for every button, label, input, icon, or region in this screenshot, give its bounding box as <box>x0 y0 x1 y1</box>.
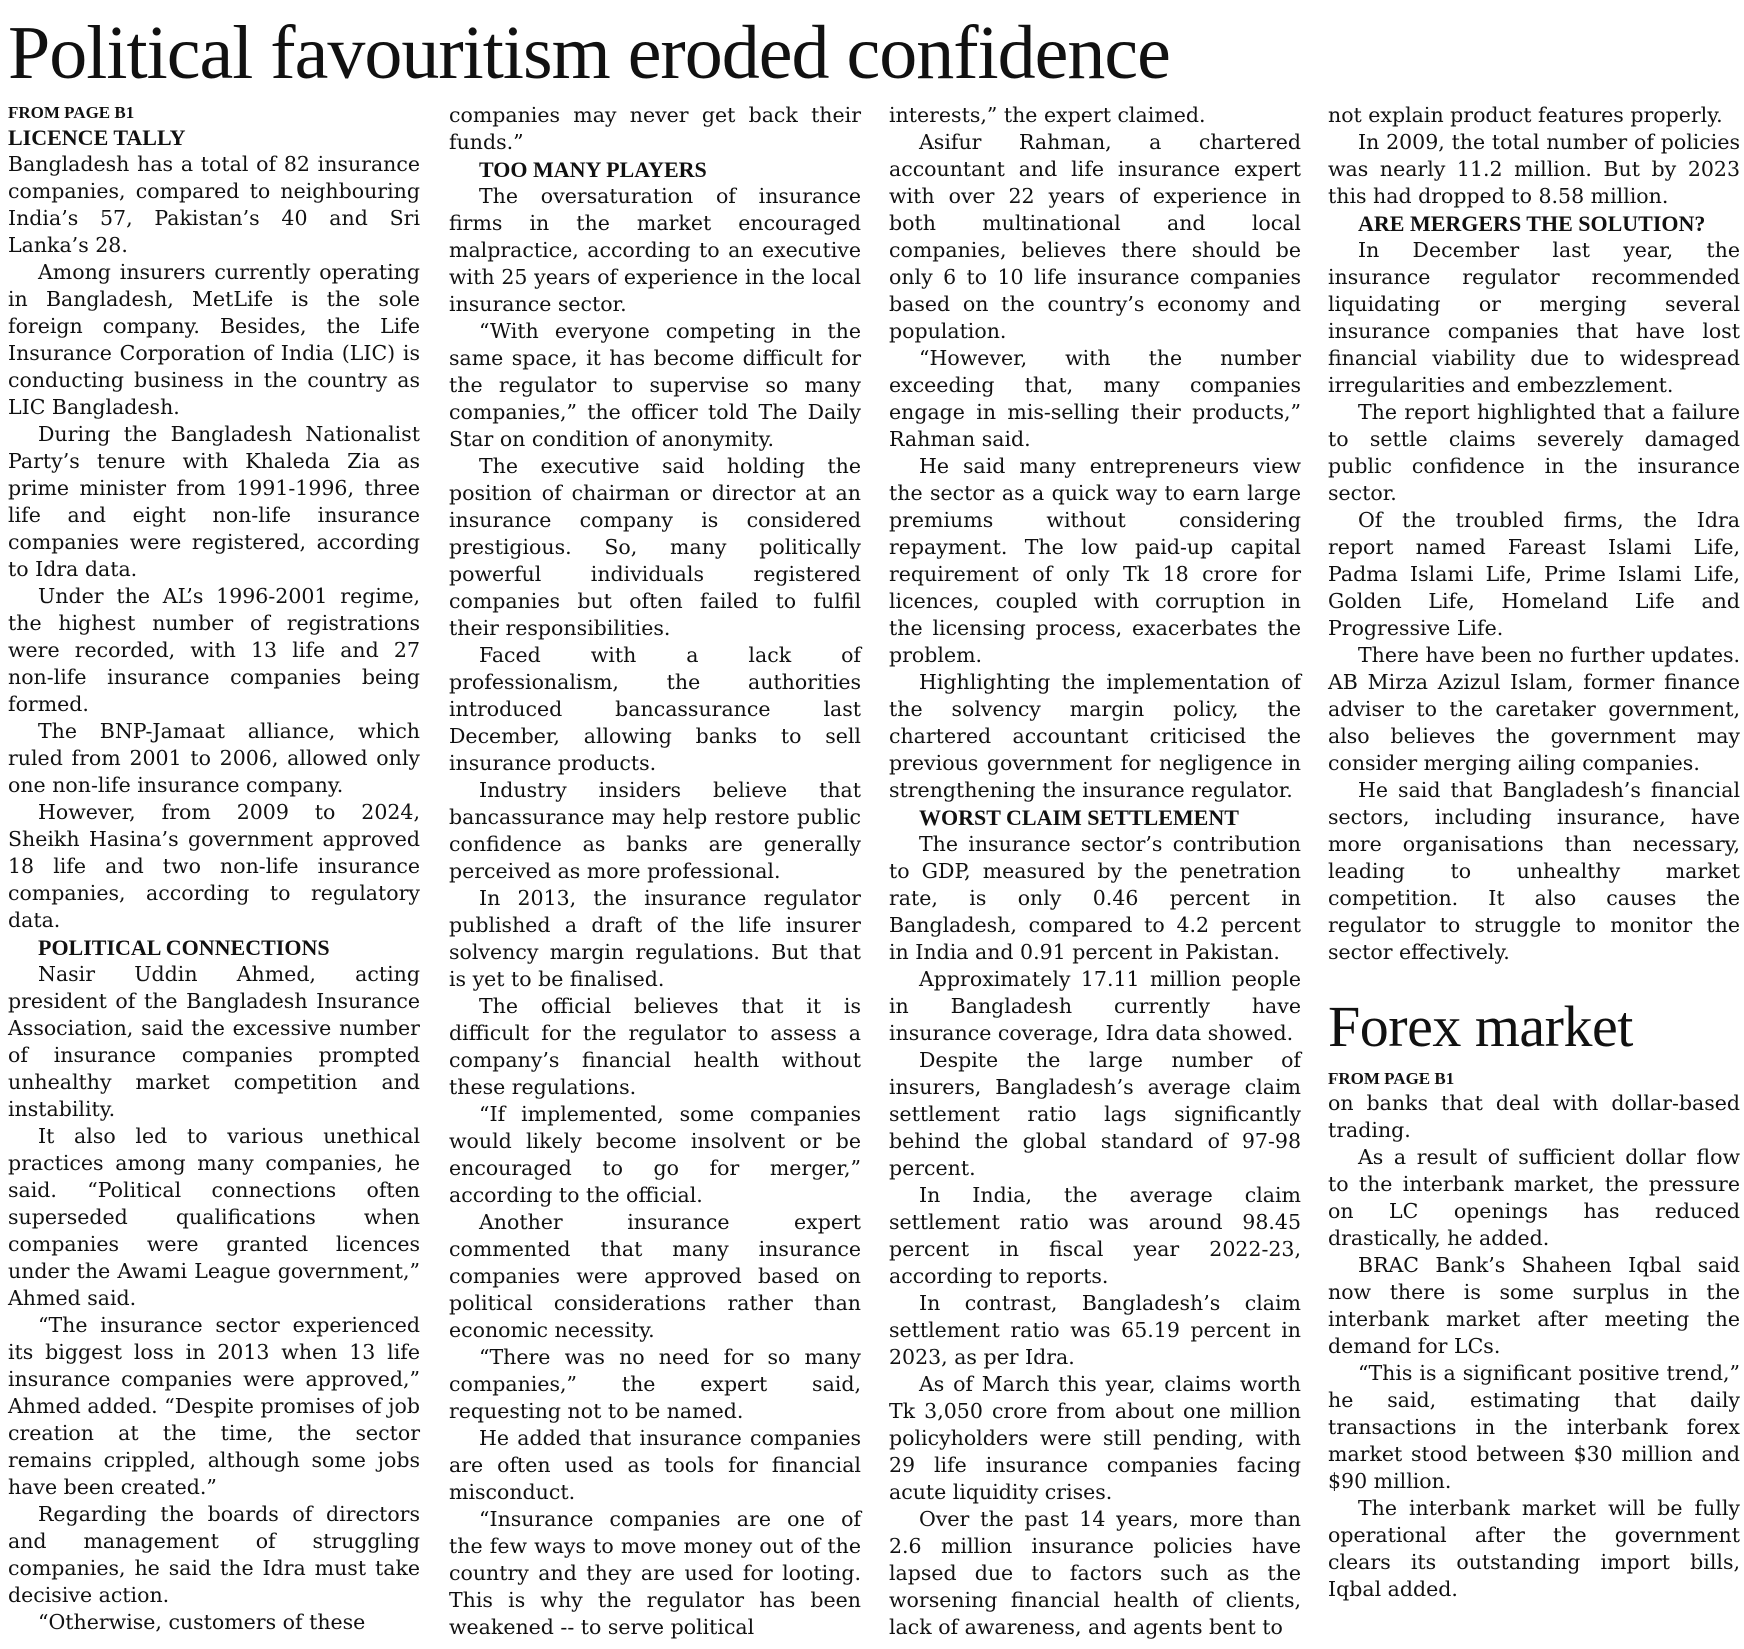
paragraph: However, from 2009 to 2024, Sheikh Hasina’s government approved 18 life and two non-life insurance companies, according to regulatory data. <box>8 800 420 932</box>
paragraph: The interbank market will be fully operational after the government clears its outstanding import bills, Iqbal added. <box>1328 1496 1740 1601</box>
column-4 <box>1328 102 1740 1603</box>
column-2 <box>449 102 861 1641</box>
paragraph: Over the past 14 years, more than 2.6 million insurance policies have lapsed due to factors such as the worsening financial health of clients, lack of awareness, and agents bent to <box>889 1507 1301 1639</box>
paragraph: The official believes that it is difficult for the regulator to assess a company’s financial health without these regulations. <box>449 994 861 1099</box>
paragraph: “However, with the number exceeding that, many companies engage in mis-selling their products,” Rahman said. <box>889 346 1301 451</box>
paragraph: He added that insurance companies are often used as tools for financial misconduct. <box>449 1426 861 1504</box>
paragraph: “There was no need for so many companies,” the expert said, requesting not to be named. <box>449 1345 861 1423</box>
paragraph: interests,” the expert claimed. <box>889 103 1206 127</box>
column-1 <box>8 102 420 1636</box>
paragraph: “The insurance sector experienced its biggest loss in 2013 when 13 life insurance companies were approved,” Ahmed added. “Despite promises of job creation at the time, the sector remains crippled, although some jobs have been created.” <box>8 1313 420 1499</box>
kicker: FROM PAGE B1 <box>8 103 135 122</box>
paragraph: Bangladesh has a total of 82 insurance companies, compared to neighbouring India’s 57, Pakistan’s 40 and Sri Lanka’s 28. <box>8 152 420 257</box>
paragraph: Under the AL’s 1996-2001 regime, the highest number of registrations were recorded, with 13 life and 27 non-life insurance companies being formed. <box>8 584 420 716</box>
paragraph: There have been no further updates. AB Mirza Azizul Islam, former finance adviser to the caretaker government, also believes the government may consider merging ailing companies. <box>1328 643 1740 775</box>
kicker: FROM PAGE B1 <box>1328 1069 1455 1088</box>
paragraph: on banks that deal with dollar-based trading. <box>1328 1091 1740 1142</box>
paragraph: Among insurers currently operating in Bangladesh, MetLife is the sole foreign company. Besides, the Life Insurance Corporation of India (LIC) is conducting business in the country as LIC Bangladesh. <box>8 260 420 419</box>
paragraph: The insurance sector’s contribution to GDP, measured by the penetration rate, is only 0.46 percent in Bangladesh, compared to 4.2 percent in India and 0.91 percent in Pakistan. <box>889 832 1301 964</box>
paragraph: Nasir Uddin Ahmed, acting president of the Bangladesh Insurance Association, said the excessive number of insurance companies prompted unhealthy market competition and instability. <box>8 962 420 1121</box>
paragraph: It also led to various unethical practices among many companies, he said. “Political connections often superseded qualifications when companies were granted licences under the Awami League government,” Ahmed said. <box>8 1124 420 1310</box>
paragraph: The report highlighted that a failure to settle claims severely damaged public confidence in the insurance sector. <box>1328 400 1740 505</box>
paragraph: BRAC Bank’s Shaheen Iqbal said now there is some surplus in the interbank market after meeting the demand for LCs. <box>1328 1253 1740 1358</box>
paragraph: As a result of sufficient dollar flow to the interbank market, the pressure on LC openings has reduced drastically, he added. <box>1328 1145 1740 1250</box>
paragraph: Asifur Rahman, a chartered accountant and life insurance expert with over 22 years of experience in both multinational and local companies, believes there should be only 6 to 10 life insurance companies based on the country’s economy and population. <box>889 130 1301 343</box>
paragraph: companies may never get back their funds.” <box>449 103 861 154</box>
subhead-licence-tally: LICENCE TALLY <box>8 125 186 150</box>
paragraph: Of the troubled firms, the Idra report named Fareast Islami Life, Padma Islami Life, Prime Islami Life, Golden Life, Homeland Life and Progressive Life. <box>1328 508 1740 640</box>
paragraph: Approximately 17.11 million people in Bangladesh currently have insurance coverage, Idra data showed. <box>889 967 1301 1045</box>
paragraph: Industry insiders believe that bancassurance may help restore public confidence as banks are generally perceived as more professional. <box>449 778 861 883</box>
paragraph: In India, the average claim settlement ratio was around 98.45 percent in fiscal year 2022-23, according to reports. <box>889 1183 1301 1288</box>
paragraph: As of March this year, claims worth Tk 3,050 crore from about one million policyholders were still pending, with 29 life insurance companies facing acute liquidity crises. <box>889 1372 1301 1504</box>
paragraph: He said that Bangladesh’s financial sectors, including insurance, have more organisations than necessary, leading to unhealthy market competition. It also causes the regulator to struggle to monitor the sector effectively. <box>1328 778 1740 964</box>
subhead-too-many-players: TOO MANY PLAYERS <box>479 157 707 182</box>
paragraph: not explain product features properly. <box>1328 103 1723 127</box>
paragraph: Another insurance expert commented that many insurance companies were approved based on political considerations rather than economic necessity. <box>449 1210 861 1342</box>
paragraph: In contrast, Bangladesh’s claim settlement ratio was 65.19 percent in 2023, as per Idra. <box>889 1291 1301 1369</box>
paragraph: Regarding the boards of directors and management of struggling companies, he said the Idra must take decisive action. <box>8 1502 420 1607</box>
paragraph: Highlighting the implementation of the solvency margin policy, the chartered accountant criticised the previous government for negligence in strengthening the insurance regulator. <box>889 670 1301 802</box>
paragraph: Despite the large number of insurers, Bangladesh’s average claim settlement ratio lags significantly behind the global standard of 97-98 percent. <box>889 1048 1301 1180</box>
paragraph: In December last year, the insurance regulator recommended liquidating or merging several insurance companies that have lost financial viability due to widespread irregularities and embezzlement. <box>1328 238 1740 397</box>
paragraph: During the Bangladesh Nationalist Party’s tenure with Khaleda Zia as prime minister from 1991-1996, three life and eight non-life insurance companies were registered, according to Idra data. <box>8 422 420 581</box>
paragraph: The executive said holding the position of chairman or director at an insurance company is considered prestigious. So, many politically powerful individuals registered companies but often failed to fulfil their responsibilities. <box>449 454 861 640</box>
paragraph: The BNP-Jamaat alliance, which ruled from 2001 to 2006, allowed only one non-life insurance company. <box>8 719 420 797</box>
forex-market-headline: Forex market <box>1328 994 1633 1059</box>
paragraph: The oversaturation of insurance firms in the market encouraged malpractice, according to an executive with 25 years of experience in the local insurance sector. <box>449 184 861 316</box>
paragraph: Faced with a lack of professionalism, the authorities introduced bancassurance last December, allowing banks to sell insurance products. <box>449 643 861 775</box>
subhead-are-mergers-the-solution: ARE MERGERS THE SOLUTION? <box>1358 211 1706 236</box>
headline: Political favouritism eroded confidence <box>8 11 1170 95</box>
paragraph: “Otherwise, customers of these <box>38 1610 366 1634</box>
paragraph: He said many entrepreneurs view the sector as a quick way to earn large premiums without considering repayment. The low paid-up capital requirement of only Tk 18 crore for licences, coupled with corruption in the licensing process, exacerbates the problem. <box>889 454 1301 667</box>
paragraph: “If implemented, some companies would likely become insolvent or be encouraged to go for merger,” according to the official. <box>449 1102 861 1207</box>
paragraph: “With everyone competing in the same space, it has become difficult for the regulator to supervise so many companies,” the officer told The Daily Star on condition of anonymity. <box>449 319 861 451</box>
paragraph: In 2009, the total number of policies was nearly 11.2 million. But by 2023 this had dropped to 8.58 million. <box>1328 130 1740 208</box>
paragraph: In 2013, the insurance regulator published a draft of the life insurer solvency margin regulations. But that is yet to be finalised. <box>449 886 861 991</box>
paragraph: “Insurance companies are one of the few ways to move money out of the country and they are used for looting. This is why the regulator has been weakened -- to serve political <box>449 1507 861 1639</box>
subhead-political-connections: POLITICAL CONNECTIONS <box>38 935 330 960</box>
column-3 <box>889 102 1301 1641</box>
paragraph: “This is a significant positive trend,” he said, estimating that daily transactions in the interbank forex market stood between $30 million and $90 million. <box>1328 1361 1740 1493</box>
subhead-worst-claim-settlement: WORST CLAIM SETTLEMENT <box>919 805 1239 830</box>
